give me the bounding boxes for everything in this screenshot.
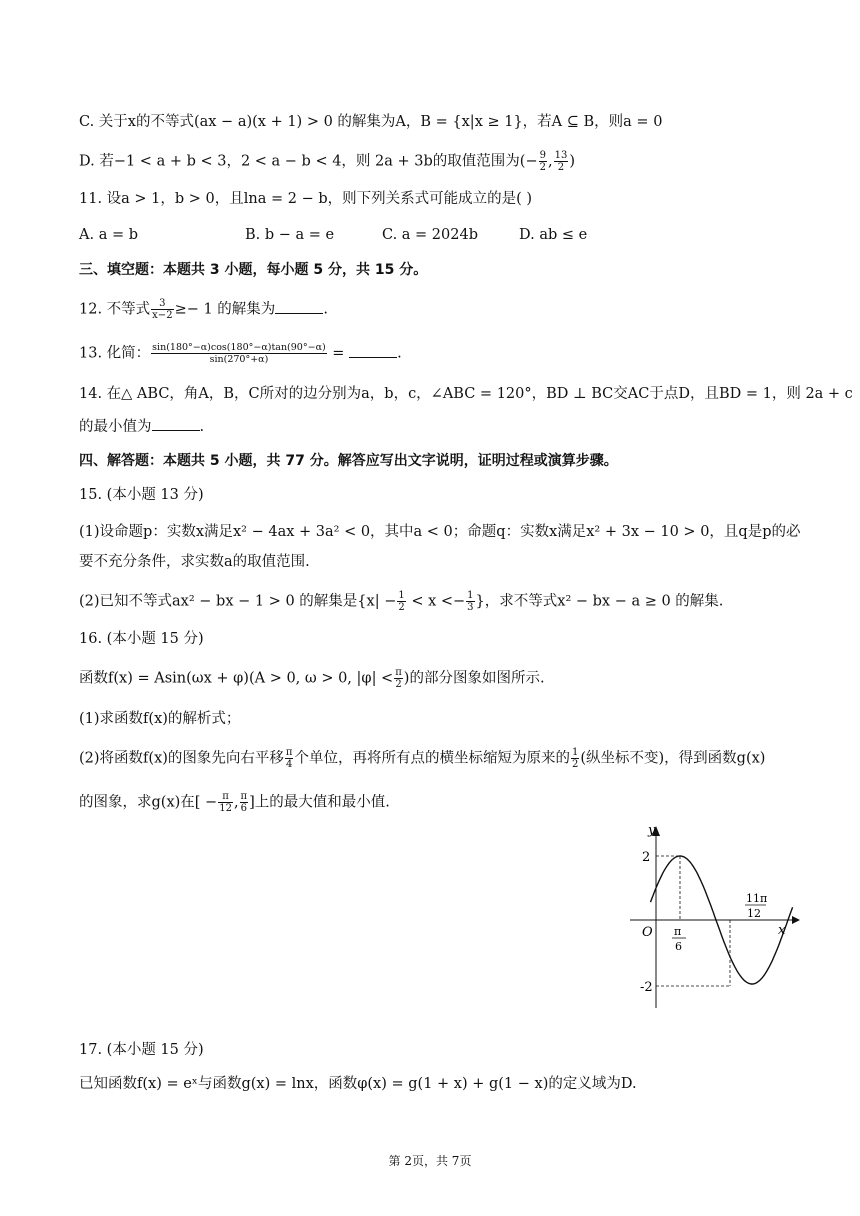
q12	[79, 298, 328, 321]
y-min-label: -2	[640, 980, 653, 995]
page-footer: 第 2页，共 7页	[388, 1154, 472, 1168]
numerator: 1	[398, 590, 405, 601]
q11-option-b: B. b − a = e	[245, 227, 335, 243]
fraction	[151, 298, 173, 321]
q16-p3-end: ]上的最大值和最小值.	[249, 794, 390, 811]
fraction	[285, 747, 294, 770]
numerator: π	[285, 747, 293, 758]
numerator: 3	[151, 298, 173, 310]
answer-blank	[152, 416, 200, 431]
q17-head: 17. (本小题 15 分)	[79, 1042, 204, 1058]
denominator: 4	[286, 759, 293, 770]
separator: ,	[547, 153, 553, 170]
period: .	[397, 345, 402, 362]
denominator: 3	[467, 602, 474, 613]
fraction	[151, 342, 327, 365]
equals: =	[327, 345, 350, 362]
x-tick-1-denominator: 6	[675, 940, 682, 953]
origin-label: O	[642, 925, 653, 940]
period: .	[199, 419, 205, 435]
denominator: sin(270°+α)	[209, 354, 269, 365]
q14-line-1: 14. 在△ ABC，角A，B，C所对的边分别为a，b，c，∠ABC = 120°，BD ⊥ BC交AC于点D，且BD = 1，则 2a + c	[79, 386, 853, 402]
denominator: 12	[219, 803, 232, 814]
fraction	[240, 791, 249, 814]
denominator: 2	[571, 759, 579, 770]
q16-part1: (1)求函数f(x)的解析式；	[79, 711, 241, 727]
fraction	[394, 667, 403, 690]
q10-option-c: C. 关于x的不等式(ax − a)(x + 1) > 0 的解集为A，B = {x|x ≥ 1}，若A ⊆ B，则a = 0	[79, 114, 663, 130]
denominator: 2	[398, 602, 405, 613]
x-tick-1-numerator: π	[674, 925, 682, 938]
numerator: 1	[467, 590, 474, 601]
q16-part2	[79, 747, 765, 770]
q12-text: 12. 不等式	[79, 301, 151, 318]
denominator: 2	[395, 679, 402, 690]
x-tick-2-denominator: 12	[747, 907, 761, 920]
q16-p2-text: (2)将函数f(x)的图象先向右平移	[79, 750, 284, 767]
fraction	[539, 150, 547, 173]
q11-option-d: D. ab ≤ e	[519, 227, 588, 243]
section-4-heading: 四、解答题：本题共 5 小题，共 77 分。解答应写出文字说明，证明过程或演算步骤。	[79, 453, 618, 469]
q16-head: 16. (本小题 15 分)	[79, 631, 204, 647]
q11-option-a: A. a = b	[79, 227, 138, 243]
q10-option-d	[79, 150, 575, 173]
separator: ,	[233, 794, 239, 811]
numerator: sin(180°−α)cos(180°−α)tan(90°−α)	[152, 342, 326, 353]
sine-graph	[620, 818, 800, 1008]
denominator: x−2	[152, 310, 173, 321]
q16-stem	[79, 667, 545, 690]
fraction	[218, 791, 233, 814]
numerator: 1	[571, 747, 579, 758]
fraction	[397, 590, 405, 613]
closing-paren: )	[569, 153, 575, 170]
q11-stem: 11. 设a > 1，b > 0，且lna = 2 − b，则下列关系式可能成立的是( )	[79, 191, 533, 207]
q12-text-2: ≥− 1 的解集为	[174, 301, 276, 318]
numerator: π	[218, 791, 233, 803]
q15-head: 15. (本小题 13 分)	[79, 487, 204, 503]
answer-blank	[275, 299, 323, 314]
q16-p2-end: (纵坐标不变)，得到函数g(x)	[580, 750, 766, 767]
q16-stem-end: )的部分图象如图所示.	[403, 670, 545, 687]
q16-part2-line2	[79, 791, 390, 814]
period: .	[323, 301, 328, 318]
fraction	[554, 150, 569, 173]
fraction	[466, 590, 474, 613]
y-max-label: 2	[642, 850, 651, 865]
q16-p2-mid: 个单位，再将所有点的横坐标缩短为原来的	[294, 750, 570, 767]
q11-option-c: C. a = 2024b	[382, 227, 478, 243]
numerator: 9	[539, 150, 546, 161]
denominator: 6	[240, 803, 248, 814]
q17-stem: 已知函数f(x) = eˣ与函数g(x) = lnx，函数φ(x) = g(1 + x) + g(1 − x)的定义域为D.	[79, 1076, 637, 1092]
q15-p2-text: (2)已知不等式ax² − bx − 1 > 0 的解集是{x| −	[79, 593, 397, 610]
q16-stem-text: 函数f(x) = Asin(ωx + φ)(A > 0, ω > 0, |φ| <	[79, 670, 394, 687]
y-axis-label: y	[648, 823, 656, 838]
x-tick-2-numerator: 11π	[746, 892, 768, 905]
numerator: π	[240, 791, 248, 802]
q15-p2-mid: < x <−	[406, 593, 466, 610]
x-axis-arrow	[792, 916, 800, 924]
numerator: 13	[554, 150, 568, 161]
q15-part2	[79, 590, 723, 613]
q14-line-2	[79, 416, 204, 437]
numerator: π	[395, 667, 402, 678]
section-3-heading: 三、填空题：本题共 3 小题，每小题 5 分，共 15 分。	[79, 262, 428, 278]
fraction	[571, 747, 579, 770]
q13	[79, 342, 402, 365]
denominator: 2	[557, 162, 565, 173]
q15-p2-end: }，求不等式x² − bx − a ≥ 0 的解集.	[475, 593, 724, 610]
q14-text: 的最小值为	[79, 419, 152, 435]
q10-d-text: D. 若−1 < a + b < 3，2 < a − b < 4，则 2a + 3b的取值范围为(−	[79, 153, 538, 170]
q16-p3-text: 的图象，求g(x)在[ −	[79, 794, 218, 811]
q15-part1-line2: 要不充分条件，求实数a的取值范围.	[79, 554, 310, 570]
answer-blank	[349, 343, 397, 358]
q15-part1-line1: (1)设命题p：实数x满足x² − 4ax + 3a² < 0，其中a < 0；命题q：实数x满足x² + 3x − 10 > 0，且q是p的必	[79, 524, 801, 540]
q13-text: 13. 化简：	[79, 345, 151, 362]
denominator: 2	[539, 162, 546, 173]
x-axis-label: x	[778, 923, 786, 938]
